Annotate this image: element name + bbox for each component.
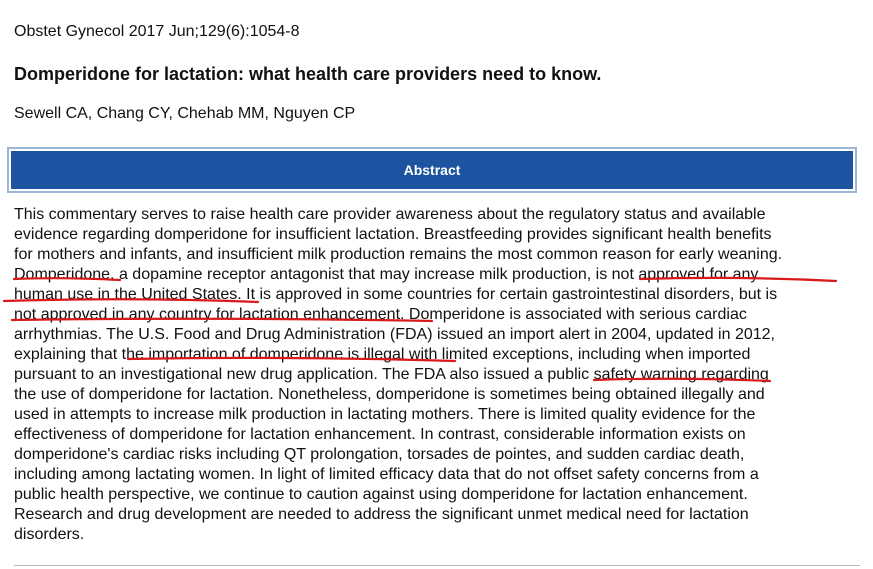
abstract-line: for mothers and infants, and insufficient milk production remains the most common reason for early weaning.	[14, 246, 783, 263]
abstract-line: the use of domperidone for lactation. Nonetheless, domperidone is sometimes being obtained illegally and	[14, 386, 765, 403]
abstract-line: public health perspective, we continue to caution against using domperidone for lactation enhancement.	[14, 486, 748, 503]
abstract-line: Domperidone, a dopamine receptor antagonist that may increase milk production, is not approved for any	[14, 266, 759, 283]
abstract-heading-bar	[7, 147, 857, 193]
abstract-line: explaining that the importation of domperidone is illegal with limited exceptions, including when imported	[14, 346, 751, 363]
abstract-line: arrhythmias. The U.S. Food and Drug Administration (FDA) issued an import alert in 2004, updated in 2012,	[14, 326, 775, 343]
abstract-line: evidence regarding domperidone for insufficient lactation. Breastfeeding provides significant health benefits	[14, 226, 772, 243]
abstract-line: domperidone's cardiac risks including QT prolongation, torsades de pointes, and sudden cardiac death,	[14, 446, 745, 463]
citation: Obstet Gynecol 2017 Jun;129(6):1054-8	[14, 23, 300, 40]
authors: Sewell CA, Chang CY, Chehab MM, Nguyen CP	[14, 105, 356, 122]
abstract-line: human use in the United States. It is approved in some countries for certain gastrointestinal disorders, but is	[14, 286, 778, 303]
abstract-line: pursuant to an investigational new drug application. The FDA also issued a public safety warning regarding	[14, 366, 769, 383]
abstract-line: including among lactating women. In light of limited efficacy data that do not offset safety concerns from a	[14, 466, 759, 483]
abstract-line: effectiveness of domperidone for lactation enhancement. In contrast, considerable information exists on	[14, 426, 746, 443]
article-title: Domperidone for lactation: what health care providers need to know.	[14, 64, 602, 84]
abstract-heading: Abstract	[11, 151, 853, 189]
abstract-line: disorders.	[14, 526, 85, 543]
abstract-line: This commentary serves to raise health care provider awareness about the regulatory status and available	[14, 206, 766, 223]
bottom-divider	[14, 565, 860, 566]
abstract-text	[14, 205, 860, 545]
abstract-line: Research and drug development are needed to address the significant unmet medical need for lactation	[14, 506, 749, 523]
abstract-line: not approved in any country for lactation enhancement. Domperidone is associated with serious cardiac	[14, 306, 747, 323]
abstract-line: used in attempts to increase milk production in lactating mothers. There is limited quality evidence for the	[14, 406, 756, 423]
